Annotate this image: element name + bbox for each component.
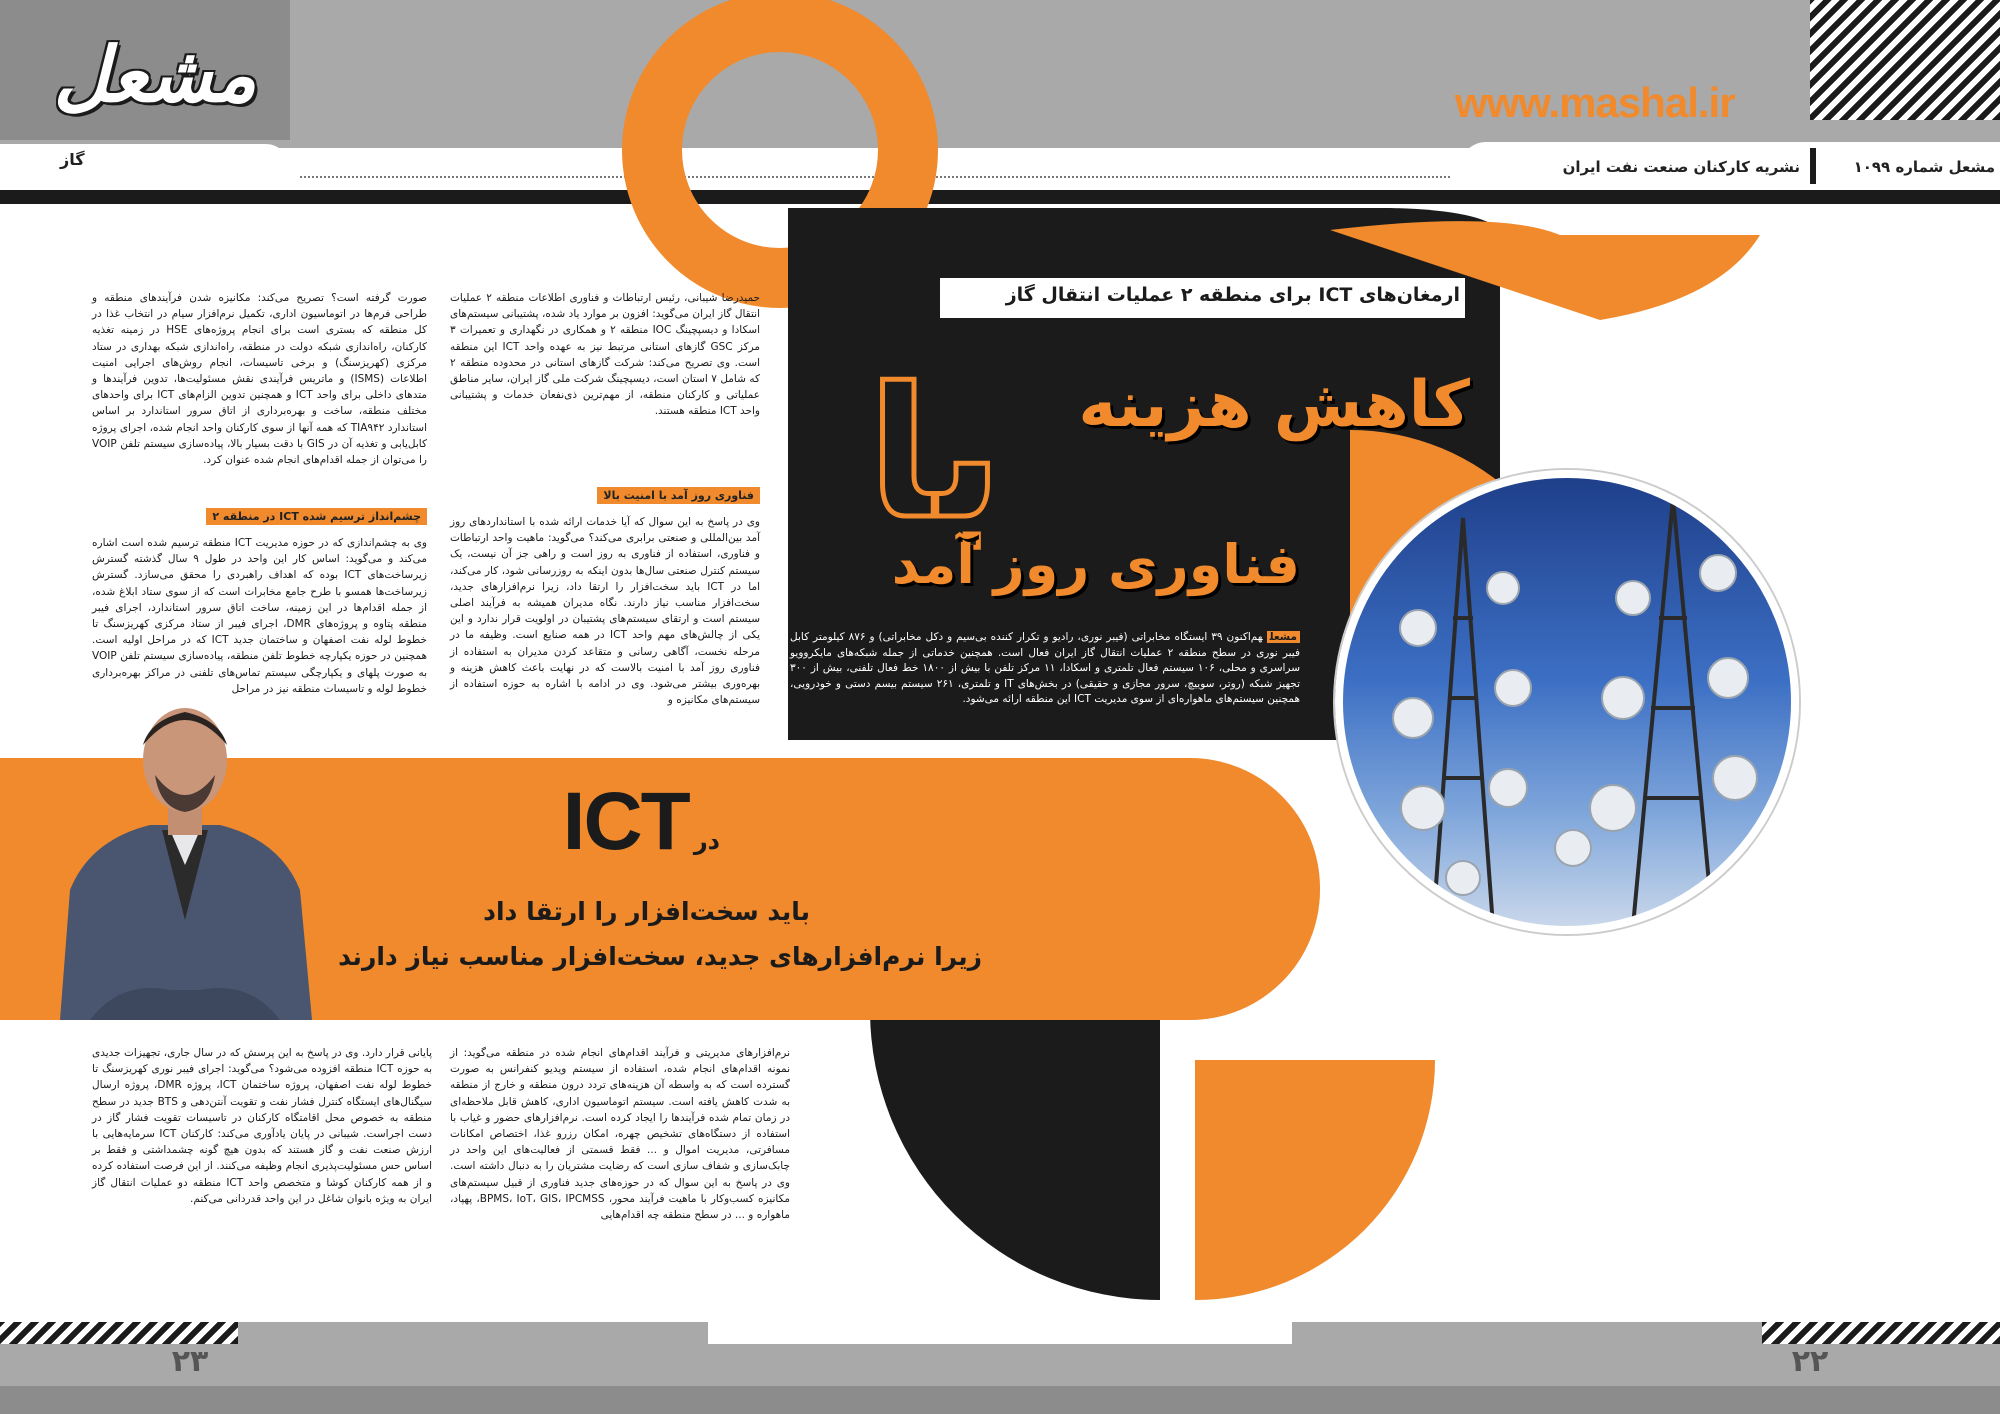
lead-paragraph — [790, 630, 1300, 730]
black-lower-shape — [870, 1010, 1160, 1300]
subhead-1 — [450, 484, 760, 506]
col-left-top: صورت گرفته است؟ تصریح می‌کند: مکانیزه شدن فرآیندهای منطقه و طراحی فرم‌ها در اتوماسیون اداری، تکمیل نرم‌افزار سیام در انتخاب غذا در کل منطقه که بستری است برای انجام پروژه‌های HSE در زمینه تغذیه کارکنان، راه‌اندازی شبکه دولت در منطقه، راه‌اندازی شبکه بهداری در ستاد مرکزی (کهریزسنگ) و برخی تاسیسات، انجام روش‌های اجرایی امنیت اطلاعات (ISMS) و ماتریس فرآیندی نقش مسئولیت‌ها، تدوین فرآیندها و متدهای داخلی برای واحد ICT و همچنین تدوین الزام‌های ICT برای واحدهای مختلف منطقه، ساخت و بهره‌برداری از اتاق سرور استاندارد بر اساس استاندارد TIA۹۴۲ که همه آنها از سوی کارکنان واحد انجام شده، اجرای پروژه کابل‌یابی و تغذیه آن در GIS با دقت بسیار بالا، پیاده‌سازی سیستم تلفن VOIP را می‌توان از جمله اقدام‌های انجام شده عنوان کرد. — [92, 292, 427, 467]
subhead-1-text: فناوری روز آمد با امنیت بالا — [597, 487, 760, 504]
quote-ict-line — [420, 775, 720, 875]
orange-lower-arc — [1195, 1060, 1435, 1300]
lead-text: هم‌اکنون ۳۹ ایستگاه مخابراتی (فیبر نوری، رادیو و تکرار کننده بی‌سیم و دکل مخابراتی) و ۸۷۶ کیلومتر کابل فیبر نوری در سطح منطقه ۲ عملیات انتقال گاز ایران فعال است. همچنین خدماتی از جمله شبکه‌های مایکروویو سراسری و محلی، ۱۰۶ سیستم فعال تلمتری و اسکادا، ۱۱ مرکز تلفن با بیش از ۱۸۰۰ خط فعال تلفنی، بیش از ۳۰۰ تجهیز شبکه (روتر، سوییچ، سرور مجازی و حقیقی) در بخش‌های IT و تلمتری، ۲۶۱ سیستم بیسم دستی و خودرویی، همچنین سیستم‌های ماهواره‌ای از سوی مدیریت ICT این منطقه ارائه می‌شود. — [790, 631, 1301, 705]
quote-line1: باید سخت‌افزار را ارتقا داد — [483, 897, 810, 926]
quote-ict: ICT — [562, 776, 689, 867]
footer-grey-left — [238, 1322, 708, 1344]
page-number-left: ۲۳ — [171, 1344, 209, 1379]
headline-kicker: ارمغان‌های ICT برای منطقه ۲ عملیات انتقال گاز — [1005, 284, 1460, 306]
issue-number: مشعل شماره ۱۰۹۹ — [1853, 158, 1995, 176]
tower-illustration — [1343, 478, 1791, 926]
headline-ba: با — [867, 350, 1003, 559]
publisher-name: نشریه کارکنان صنعت نفت ایران — [1562, 158, 1800, 176]
quote-line2: زیرا نرم‌افزارهای جدید، سخت‌افزار مناسب نیاز دارند — [338, 942, 982, 971]
headline-line1: کاهش هزینه — [1078, 368, 1470, 442]
subhead-2-text: چشم‌انداز ترسیم شده ICT در منطقه ۲ — [206, 508, 427, 525]
section-label: گاز — [60, 150, 85, 169]
footer-hatch-left — [0, 1322, 238, 1344]
lead-label: مشعل — [1267, 631, 1300, 643]
col-right-top: حمیدرضا شیبانی، رئیس ارتباطات و فناوری اطلاعات منطقه ۲ عملیات انتقال گاز ایران می‌گوید: افزون بر موارد یاد شده، پشتیبانی سیستم‌های اسکادا و دیسپچینگ IOC منطقه ۲ و همکاری در نگهداری و تعمیرات ۳ مرکز GSC گازهای استانی مرتبط نیز به عهده واحد ICT این منطقه است. وی تصریح می‌کند: شرکت گازهای استانی در محدوده منطقه ۲ که شامل ۷ استان است، دیسپچینگ شرکت ملی گاز ایران، سایر مناطق عملیاتی و کارکنان منطقه، از مهم‌ترین ذی‌نفعان خدمات و پشتیبانی واحد ICT منطقه هستند. — [450, 292, 761, 418]
footer-grey-right — [1292, 1322, 1762, 1344]
subhead-2 — [92, 505, 427, 527]
tower-photo — [1335, 470, 1799, 934]
col-left-bottom: پایانی قرار دارد. وی در پاسخ به این پرسش که در سال جاری، تجهیزات جدیدی به حوزه ICT منطقه افزوده می‌شود؟ می‌گوید: اجرای فیبر نوری کهریزسنگ تا خطوط لوله نفت اصفهان، پروژه ساختمان ICT، پروژه DMR، پروژه ارسال سیگنال‌های ایستگاه کنترل فشار نفت و تقویت آنتن‌دهی و BTS جدید در سطح منطقه به خصوص محل اقامتگاه کارکنان در تاسیسات تقویت فشار گاز در دست اجراست. شیبانی در پایان یادآوری می‌کند: کارکنان ICT سرمایه‌هایی با ارزش صنعت نفت و گاز هستند که بدون هیچ گونه چشمداشتی و فقط بر اساس حس مسئولیت‌پذیری انجام وظیفه می‌کنند. از این فرصت استفاده کرده و از همه کارکنان کوشا و متخصص واحد ICT منطقه دو عملیات انتقال گاز ایران به ویژه بانوان شاغل در این واحد قدردانی می‌کنم. — [92, 1047, 432, 1205]
col-right-mid: وی در پاسخ به این سوال که آیا خدمات ارائه شده با استانداردهای روز آمد بین‌المللی و صنعتی برابری می‌کند؟ می‌گوید: ماهیت واحد ارتباطات و فناوری، استفاده از فناوری به روز است و راهی جز آن نیست، یک سیستم کنترل صنعتی سال‌ها بدون اینکه به روزرسانی شود، کار می‌کند، اما در ICT باید سخت‌افزار را ارتقا داد، زیرا نرم‌افزارهای جدید، سخت‌افزار مناسب نیاز دارند. نگاه مدیران همیشه به فرآیند اصلی سیستم است و ارتقای سیستم‌های پشتیبان در اولویت قرار ندارد و این یکی از چالش‌های مهم واحد ICT در همه صنایع است. وظیفه ما در مرحله نخست، آگاهی رسانی و متقاعد کردن مدیران به استفاده از فناوری روز آمد با امنیت بالاست که در نهایت باعث کاهش هزینه و بهره‌وری بیشتر می‌شود. وی در ادامه با اشاره به حوزه استفاده از سیستم‌های مکانیزه و — [450, 516, 760, 707]
quote-dar: در — [693, 827, 720, 855]
footer-hatch-right — [1762, 1322, 2000, 1344]
logo-text: مشعل — [53, 30, 257, 119]
footer-band — [0, 1344, 2000, 1386]
website-label: www.mashal.ir — [1455, 79, 1735, 126]
headline-line2: فناوری روز آمد — [891, 533, 1300, 596]
col-left-mid: وی به چشم‌اندازی که در حوزه مدیریت ICT منطقه ترسیم شده است اشاره می‌کند و می‌گوید: اساس کار این واحد در طول ۹ سال گذشته گسترش زیرساخت‌های ICT بوده که اهداف راهبردی را محقق می‌سازد. گسترش زیرساخت‌ها همسو با طرح جامع مخابرات است که از سوی ستاد ابلاغ شده، از جمله اقدام‌ها در این زمینه، ساخت اتاق سرور استاندارد، اجرای فیبر منطقه پتاوه و پروژه‌های DMR، اجرای فیبر از ستاد مرکزی کهریزسنگ تا خطوط لوله نفت اصفهان و ساختمان جدید ICT که در مراحل اولیه است. همچنین در حوزه یکپارچه خطوط تلفن منطقه، پیاده‌سازی سیستم تلفن VOIP به صورت پلهای و یکپارچگی سیستم تماس‌های تلفنی در مراکز بهره‌برداری خطوط لوله و تاسیسات منطقه نیز در مراحل — [92, 537, 427, 695]
footer-bottom-strip — [0, 1386, 2000, 1414]
page-number-right: ۲۲ — [1791, 1344, 1829, 1379]
col-right-bottom: نرم‌افزارهای مدیریتی و فرآیند اقدام‌های انجام شده در منطقه می‌گوید: از نمونه اقدام‌های انجام شده، استفاده از سیستم ویدیو کنفرانس به صورت گسترده است که به واسطه آن هزینه‌های تردد درون منطقه و خارج از منطقه به شدت کاهش یافته است. سیستم اتوماسیون اداری، کاهش قابل ملاحظه‌ای در زمان تمام شده فرآیندها را ایجاد کرده است. نرم‌افزارهای حضور و غیاب با استفاده از دستگاه‌های تشخیص چهره، امکان رزرو غذا، اختصاص امکانات مسافرتی، مدیریت اموال و ... فقط قسمتی از فعالیت‌های این واحد در چابک‌سازی و شفاف سازی است که رضایت مشتریان را به دنبال داشته است. وی در پاسخ به این سوال که در حوزه‌های جدید فناوری از قبیل سیستم‌های مکانیزه کسب‌وکار با ماهیت فرآیند محور، BPMS، IoT، GIS، IPCMSS، پهپاد، ماهواره و ... در سطح منطقه چه اقدام‌هایی — [450, 1047, 790, 1222]
